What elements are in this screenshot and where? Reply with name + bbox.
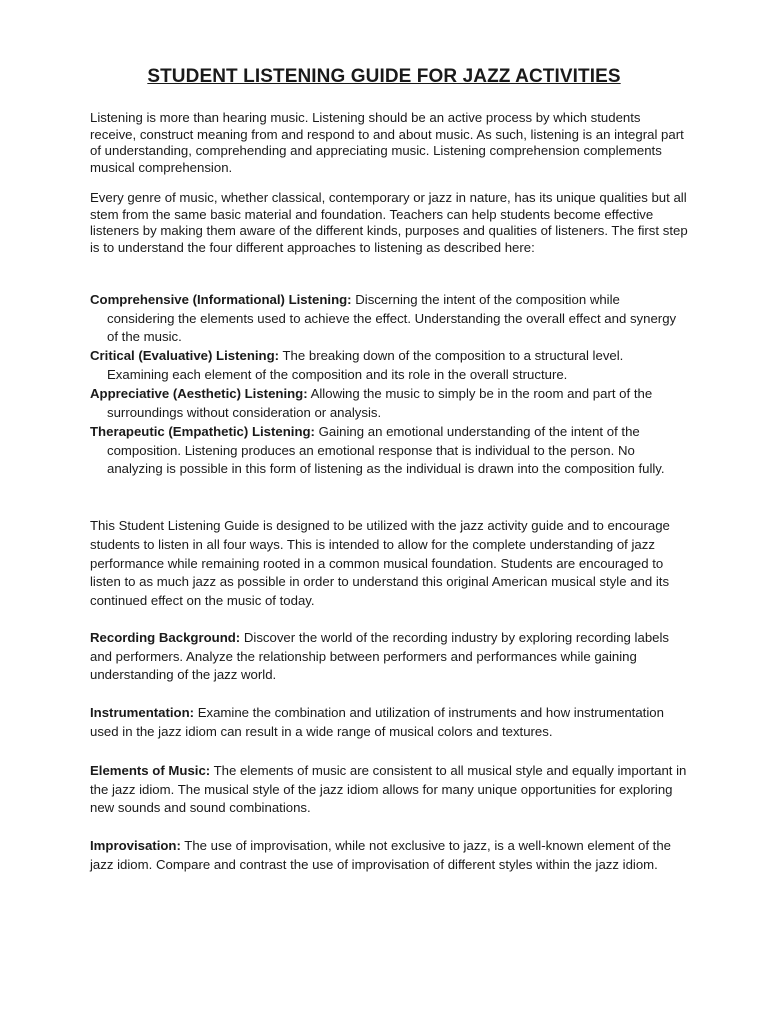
listening-type-term: Appreciative (Aesthetic) Listening: <box>90 386 308 401</box>
listening-type-description: Discerning the intent of the composition while considering the elements used to achieve the effect. Understanding the overall effect and synergy of the music. <box>107 292 677 345</box>
listening-type-critical <box>90 347 687 384</box>
listening-type-term: Critical (Evaluative) Listening: <box>90 348 280 363</box>
guide-paragraph: This Student Listening Guide is designed to be utilized with the jazz activity guide and to encourage students to listen in all four ways. This is intended to allow for the complete understanding of jazz performance while remaining rooted in a common musical foundation. Students are encouraged to listen to as much jazz as possible in order to understand this original American musical style and its continued effect on the music of today. <box>90 518 670 609</box>
section-elements-of-music <box>90 762 690 818</box>
section-description: Discover the world of the recording industry by exploring recording labels and performers. Analyze the relationship between performers and performances while gaining understanding of the jazz world. <box>90 630 670 683</box>
section-term: Improvisation: <box>90 838 181 853</box>
listening-type-appreciative <box>90 385 687 422</box>
section-term: Instrumentation: <box>90 705 195 720</box>
listening-type-term: Comprehensive (Informational) Listening: <box>90 292 352 307</box>
section-description: The elements of music are consistent to all musical style and equally important in the jazz idiom. The musical style of the jazz idiom allows for many unique opportunities for exploring new sounds and sound combinations. <box>90 763 687 816</box>
listening-type-description: The breaking down of the composition to a structural level. Examining each element of the composition and its role in the overall structure. <box>107 348 624 382</box>
listening-type-therapeutic <box>90 423 687 479</box>
section-instrumentation <box>90 704 690 741</box>
listening-type-comprehensive <box>90 291 687 347</box>
intro-paragraph-2: Every genre of music, whether classical, contemporary or jazz in nature, has its unique qualities but all stem from the same basic material and foundation. Teachers can help students become effective listeners by making them aware of the different kinds, purposes and qualities of listeners. The first step is to understand the four different approaches to listening as described here: <box>90 190 688 255</box>
listening-type-description: Allowing the music to simply be in the room and part of the surroundings without consideration or analysis. <box>107 386 653 420</box>
section-description: Examine the combination and utilization of instruments and how instrumentation used in the jazz idiom can result in a wide range of musical colors and textures. <box>90 705 664 739</box>
intro-paragraph-1: Listening is more than hearing music. Listening should be an active process by which students receive, construct meaning from and respond to and about music. As such, listening is an integral part of understanding, comprehending and appreciating music. Listening comprehension complements musical comprehension. <box>90 110 684 175</box>
listening-type-term: Therapeutic (Empathetic) Listening: <box>90 424 315 439</box>
listening-type-description: Gaining an emotional understanding of the intent of the composition. Listening produces an emotional response that is individual to the person. No analyzing is possible in this form of listening as the individual is drawn into the composition fully. <box>107 424 665 477</box>
section-improvisation <box>90 837 690 874</box>
section-recording-background <box>90 629 690 685</box>
section-description: The use of improvisation, while not exclusive to jazz, is a well-known element of the jazz idiom. Compare and contrast the use of improvisation of different styles within the jazz idiom. <box>90 838 671 872</box>
section-term: Elements of Music: <box>90 763 211 778</box>
section-term: Recording Background: <box>90 630 241 645</box>
page-title: STUDENT LISTENING GUIDE FOR JAZZ ACTIVITIES <box>147 66 621 87</box>
